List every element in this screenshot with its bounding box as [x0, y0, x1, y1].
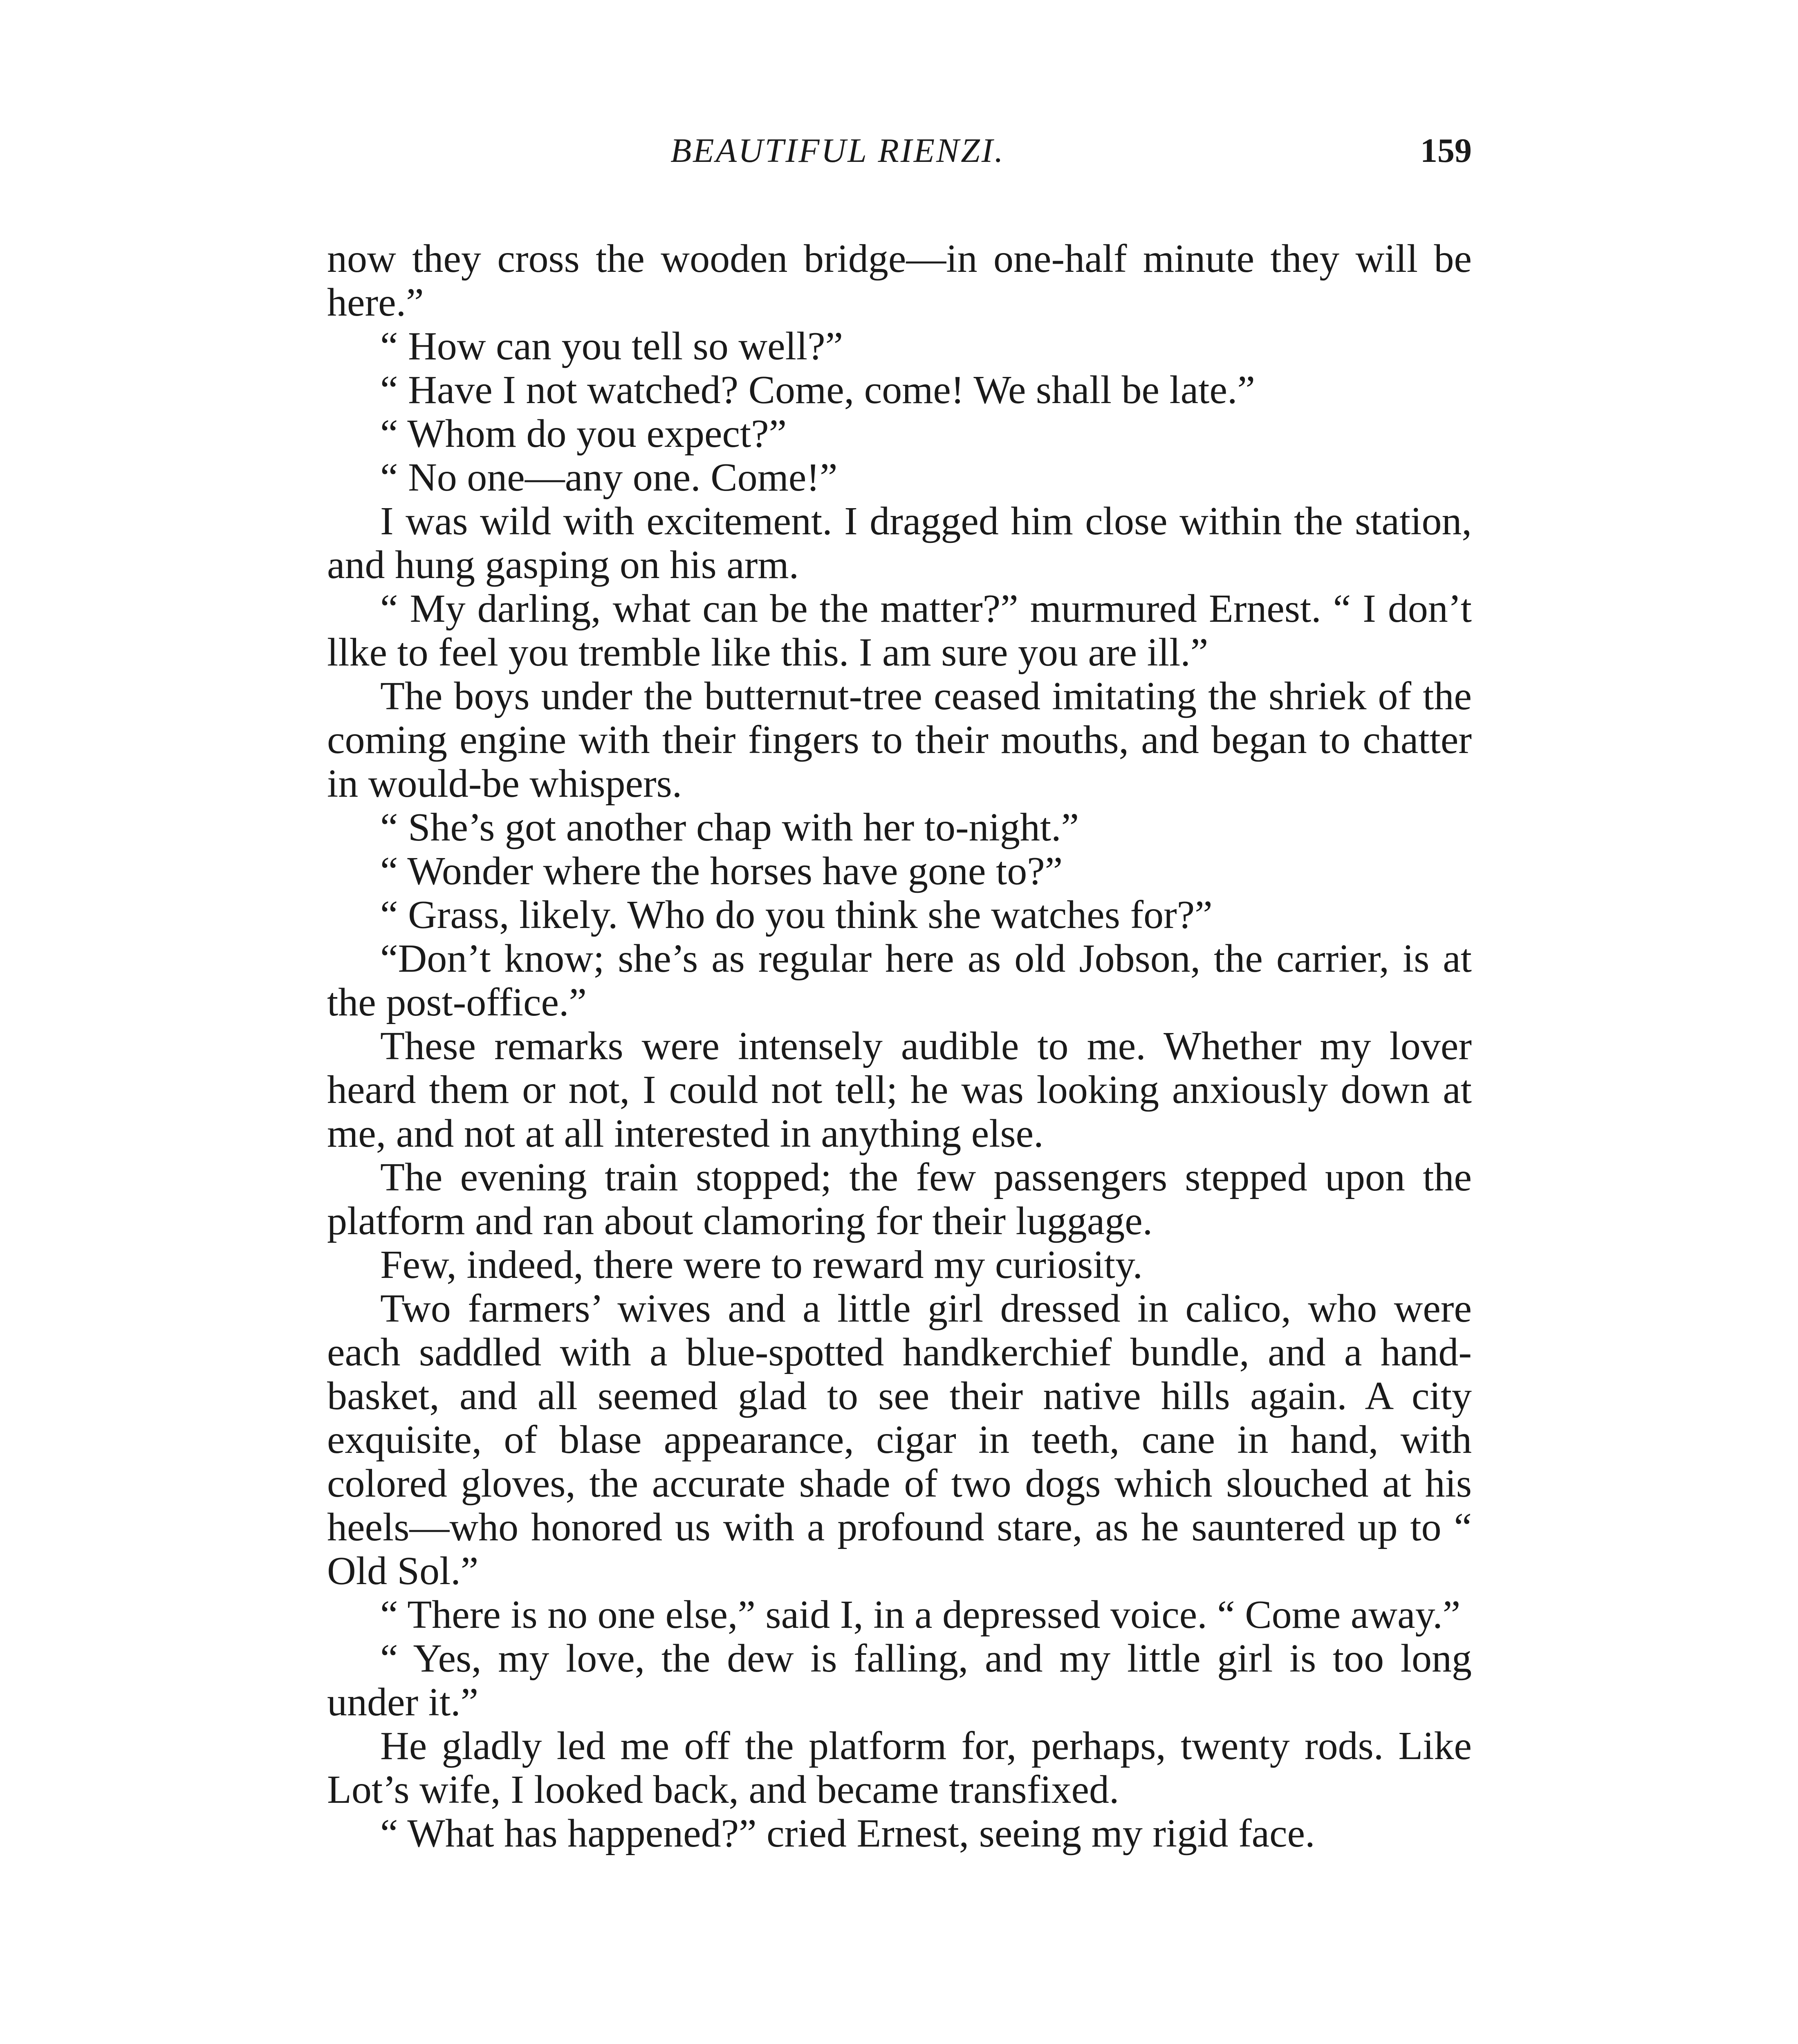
paragraph: “ Have I not watched? Come, come! We shall be late.”	[380, 368, 1255, 412]
paragraph: Two farmers’ wives and a little girl dressed in calico, who were each saddled with a blue-spotted handkerchief bundle, and a hand-basket, and all seemed glad to see their native hills again. A city exquisite, of blase appearance, cigar in teeth, cane in hand, with colored gloves, the accurate shade of two dogs which slouched at his heels—who honored us with a profound stare, as he sauntered up to “ Old Sol.”	[327, 1286, 1472, 1593]
paragraph: now they cross the wooden bridge—in one-half minute they will be here.”	[327, 237, 1472, 325]
paragraph: The evening train stopped; the few passengers stepped upon the platform and ran about clamoring for their luggage.	[327, 1155, 1472, 1243]
paragraph: “Don’t know; she’s as regular here as old Jobson, the carrier, is at the post-office.”	[327, 937, 1472, 1024]
paragraph: “ She’s got another chap with her to-night.”	[380, 805, 1079, 849]
paragraph: The boys under the butternut-tree ceased imitating the shriek of the coming engine with their fingers to their mouths, and began to chatter in would-be whispers.	[327, 674, 1472, 806]
paragraph: I was wild with excitement. I dragged him close within the station, and hung gasping on his arm.	[327, 499, 1472, 587]
paragraph: These remarks were intensely audible to me. Whether my lover heard them or not, I could not tell; he was looking anxiously down at me, and not at all interested in anything else.	[327, 1024, 1472, 1156]
paragraph: Few, indeed, there were to reward my curiosity.	[380, 1243, 1143, 1287]
paragraph: “ Wonder where the horses have gone to?”	[380, 849, 1063, 893]
paragraph: “ What has happened?” cried Ernest, seeing my rigid face.	[380, 1811, 1315, 1856]
paragraph: “ There is no one else,” said I, in a depressed voice. “ Come away.”	[380, 1593, 1461, 1637]
paragraph: “ My darling, what can be the matter?” murmured Ernest. “ I don’t llke to feel you tremble like this. I am sure you are ill.”	[327, 587, 1472, 675]
paragraph: “ No one—any one. Come!”	[380, 455, 838, 500]
paragraph: “ Whom do you expect?”	[380, 412, 787, 456]
running-head	[0, 123, 1798, 180]
paragraph: “ Grass, likely. Who do you think she watches for?”	[380, 893, 1213, 937]
paragraph: He gladly led me off the platform for, perhaps, twenty rods. Like Lot’s wife, I looked back, and became transfixed.	[327, 1724, 1472, 1812]
running-title: BEAUTIFUL RIENZI.	[670, 132, 1005, 170]
body-text	[327, 237, 1472, 1856]
page-number: 159	[1420, 132, 1472, 170]
paragraph: “ How can you tell so well?”	[380, 324, 843, 368]
paragraph: “ Yes, my love, the dew is falling, and my little girl is too long under it.”	[327, 1636, 1472, 1724]
